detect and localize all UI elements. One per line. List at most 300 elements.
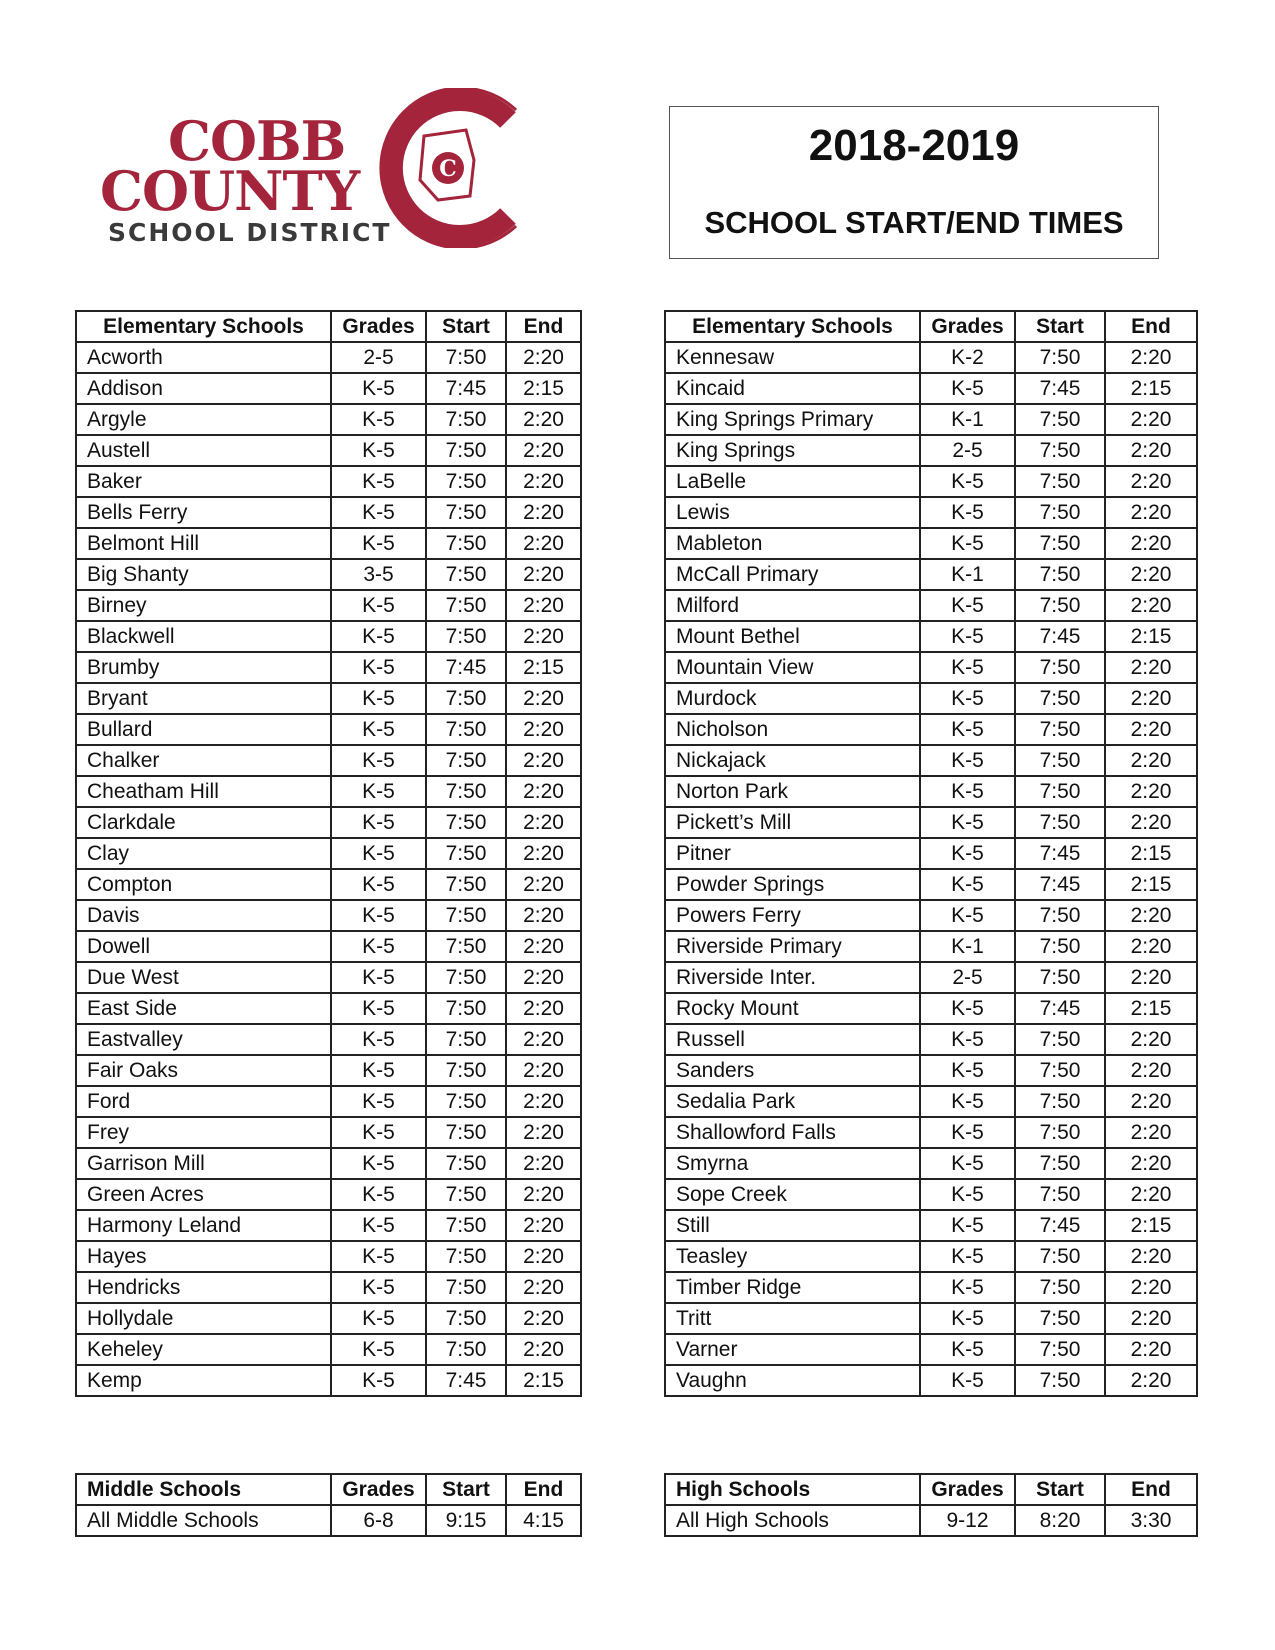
school-name-cell: Varner [665, 1334, 920, 1365]
table-row [76, 869, 581, 900]
table-row [76, 621, 581, 652]
grades-cell: K-5 [331, 497, 426, 528]
start-time-cell: 7:45 [426, 1365, 506, 1396]
table-row [76, 807, 581, 838]
start-time-cell: 7:50 [1015, 962, 1105, 993]
grades-cell: K-5 [331, 1024, 426, 1055]
school-name-cell: Vaughn [665, 1365, 920, 1396]
school-name-cell: Belmont Hill [76, 528, 331, 559]
table-row [76, 1024, 581, 1055]
start-time-cell: 7:50 [1015, 1303, 1105, 1334]
end-time-cell: 2:20 [1105, 1179, 1197, 1210]
school-name-cell: Still [665, 1210, 920, 1241]
grades-cell: K-5 [331, 1303, 426, 1334]
table-row [665, 1148, 1197, 1179]
grades-cell: K-5 [920, 838, 1015, 869]
end-time-cell: 2:20 [1105, 962, 1197, 993]
school-name-cell: Bryant [76, 683, 331, 714]
table-row [76, 1117, 581, 1148]
grades-cell: K-5 [331, 1179, 426, 1210]
school-name-cell: Mableton [665, 528, 920, 559]
table-row [665, 404, 1197, 435]
table-row [665, 621, 1197, 652]
logo-text-cobb: COBB [168, 109, 346, 173]
table-row [76, 590, 581, 621]
header-high-schools: High Schools [665, 1474, 920, 1505]
start-time-cell: 7:50 [426, 342, 506, 373]
start-time-cell: 7:50 [426, 1179, 506, 1210]
end-time-cell: 2:20 [1105, 683, 1197, 714]
start-time-cell: 7:50 [1015, 1334, 1105, 1365]
end-time-cell: 2:20 [506, 342, 581, 373]
school-name-cell: Nicholson [665, 714, 920, 745]
school-name-cell: Kincaid [665, 373, 920, 404]
start-time-cell: 7:50 [1015, 1179, 1105, 1210]
start-time-cell: 7:50 [426, 745, 506, 776]
end-time-cell: 2:20 [506, 621, 581, 652]
grades-cell: K-5 [920, 373, 1015, 404]
school-name-cell: Smyrna [665, 1148, 920, 1179]
start-time-cell: 7:50 [1015, 1241, 1105, 1272]
table-row [76, 1148, 581, 1179]
end-time-cell: 2:20 [506, 1272, 581, 1303]
grades-cell: K-5 [920, 869, 1015, 900]
grades-cell: K-5 [331, 1334, 426, 1365]
table-row [665, 807, 1197, 838]
start-time-cell: 7:45 [1015, 373, 1105, 404]
grades-cell: K-5 [331, 1117, 426, 1148]
start-time-cell: 7:50 [1015, 900, 1105, 931]
end-time-cell: 2:20 [506, 869, 581, 900]
end-time-cell: 2:20 [506, 1179, 581, 1210]
school-name-cell: Harmony Leland [76, 1210, 331, 1241]
grades-cell: K-5 [331, 900, 426, 931]
end-time-cell: 2:15 [1105, 838, 1197, 869]
start-time-cell: 7:45 [1015, 869, 1105, 900]
start-time-cell: 7:50 [426, 621, 506, 652]
table-row [665, 1117, 1197, 1148]
end-time-cell: 2:20 [1105, 1024, 1197, 1055]
table-row [76, 962, 581, 993]
grades-cell: K-5 [920, 621, 1015, 652]
school-name-cell: King Springs Primary [665, 404, 920, 435]
county-c-emblem-icon [358, 88, 533, 248]
grades-cell: K-5 [920, 993, 1015, 1024]
table-row [665, 1086, 1197, 1117]
school-name-cell: Fair Oaks [76, 1055, 331, 1086]
grades-cell: K-5 [920, 1241, 1015, 1272]
elementary-schools-table-right [664, 310, 1198, 1397]
elementary-schools-table-left [75, 310, 582, 1397]
table-row [76, 993, 581, 1024]
table-row [665, 1365, 1197, 1396]
end-time-cell: 2:20 [1105, 745, 1197, 776]
end-time-cell: 2:20 [506, 714, 581, 745]
table-row [76, 373, 581, 404]
header-grades: Grades [331, 311, 426, 342]
grades-cell: K-5 [331, 466, 426, 497]
table-row [665, 683, 1197, 714]
end-time-cell: 2:20 [506, 1117, 581, 1148]
start-time-cell: 7:45 [426, 652, 506, 683]
grades-cell: K-5 [920, 1179, 1015, 1210]
table-row [665, 559, 1197, 590]
school-name-cell: Nickajack [665, 745, 920, 776]
start-time-cell: 7:50 [1015, 1055, 1105, 1086]
table-row [76, 838, 581, 869]
start-time-cell: 7:50 [426, 528, 506, 559]
start-time-cell: 7:45 [1015, 838, 1105, 869]
table-row [665, 435, 1197, 466]
table-row [665, 1303, 1197, 1334]
end-time-cell: 2:15 [506, 652, 581, 683]
school-name-cell: Pitner [665, 838, 920, 869]
school-name-cell: Hendricks [76, 1272, 331, 1303]
school-name-cell: LaBelle [665, 466, 920, 497]
table-row [665, 900, 1197, 931]
end-time-cell: 2:20 [506, 590, 581, 621]
start-time-cell: 7:50 [1015, 652, 1105, 683]
end-time-cell: 2:20 [1105, 1086, 1197, 1117]
table-row [76, 466, 581, 497]
school-name-cell: Mountain View [665, 652, 920, 683]
start-time-cell: 7:50 [426, 590, 506, 621]
start-time-cell: 7:50 [426, 1241, 506, 1272]
grades-cell: K-5 [920, 497, 1015, 528]
grades-cell: K-5 [331, 621, 426, 652]
end-time-cell: 2:15 [506, 373, 581, 404]
school-name-cell: All High Schools [665, 1505, 920, 1536]
end-time-cell: 2:15 [1105, 869, 1197, 900]
end-time-cell: 2:20 [1105, 466, 1197, 497]
header-start: Start [426, 311, 506, 342]
grades-cell: K-5 [331, 962, 426, 993]
grades-cell: K-5 [331, 1272, 426, 1303]
grades-cell: K-5 [331, 838, 426, 869]
start-time-cell: 7:50 [426, 683, 506, 714]
school-name-cell: Baker [76, 466, 331, 497]
school-name-cell: Murdock [665, 683, 920, 714]
grades-cell: K-5 [331, 1055, 426, 1086]
table-row [76, 1303, 581, 1334]
end-time-cell: 2:20 [506, 683, 581, 714]
table-row [665, 1210, 1197, 1241]
end-time-cell: 2:20 [506, 1086, 581, 1117]
header-elementary-schools: Elementary Schools [76, 311, 331, 342]
school-name-cell: Russell [665, 1024, 920, 1055]
grades-cell: K-5 [331, 590, 426, 621]
grades-cell: K-5 [331, 1241, 426, 1272]
school-name-cell: Due West [76, 962, 331, 993]
table-row [76, 1365, 581, 1396]
grades-cell: K-5 [331, 714, 426, 745]
end-time-cell: 2:20 [506, 807, 581, 838]
start-time-cell: 7:50 [426, 559, 506, 590]
start-time-cell: 7:50 [426, 869, 506, 900]
high-schools-table [664, 1473, 1198, 1537]
grades-cell: K-5 [331, 1210, 426, 1241]
school-name-cell: Ford [76, 1086, 331, 1117]
start-time-cell: 7:50 [1015, 1148, 1105, 1179]
grades-cell: K-5 [331, 528, 426, 559]
svg-text:C: C [439, 156, 457, 182]
middle-schools-table [75, 1473, 582, 1537]
end-time-cell: 2:20 [506, 1210, 581, 1241]
school-name-cell: Norton Park [665, 776, 920, 807]
header-grades: Grades [331, 1474, 426, 1505]
school-name-cell: Mount Bethel [665, 621, 920, 652]
elementary-right-body [665, 342, 1197, 1396]
school-name-cell: Rocky Mount [665, 993, 920, 1024]
school-name-cell: Hollydale [76, 1303, 331, 1334]
grades-cell: K-5 [920, 466, 1015, 497]
grades-cell: K-5 [920, 590, 1015, 621]
header-end: End [1105, 311, 1197, 342]
school-name-cell: Compton [76, 869, 331, 900]
table-row [665, 745, 1197, 776]
table-header-row [665, 1474, 1197, 1505]
end-time-cell: 2:20 [506, 559, 581, 590]
table-row [76, 776, 581, 807]
end-time-cell: 2:20 [1105, 1055, 1197, 1086]
school-name-cell: Sedalia Park [665, 1086, 920, 1117]
grades-cell: K-5 [920, 1272, 1015, 1303]
grades-cell: K-5 [331, 993, 426, 1024]
header-end: End [506, 311, 581, 342]
start-time-cell: 7:50 [426, 962, 506, 993]
school-name-cell: Eastvalley [76, 1024, 331, 1055]
school-name-cell: Kemp [76, 1365, 331, 1396]
end-time-cell: 2:20 [1105, 931, 1197, 962]
table-row [665, 869, 1197, 900]
grades-cell: K-5 [920, 714, 1015, 745]
end-time-cell: 2:20 [506, 404, 581, 435]
grades-cell: K-5 [331, 1148, 426, 1179]
table-row [665, 1024, 1197, 1055]
start-time-cell: 7:50 [1015, 404, 1105, 435]
school-name-cell: Birney [76, 590, 331, 621]
start-time-cell: 7:50 [426, 1303, 506, 1334]
grades-cell: K-5 [920, 528, 1015, 559]
end-time-cell: 2:20 [1105, 559, 1197, 590]
logo-text-school-district: SCHOOL DISTRICT [108, 218, 392, 247]
table-row [76, 1055, 581, 1086]
page-subtitle: SCHOOL START/END TIMES [704, 205, 1124, 240]
end-time-cell: 3:30 [1105, 1505, 1197, 1536]
table-row [665, 466, 1197, 497]
end-time-cell: 2:20 [1105, 435, 1197, 466]
end-time-cell: 2:20 [1105, 652, 1197, 683]
school-name-cell: Lewis [665, 497, 920, 528]
end-time-cell: 2:20 [1105, 1241, 1197, 1272]
end-time-cell: 2:20 [1105, 1334, 1197, 1365]
end-time-cell: 2:15 [1105, 373, 1197, 404]
table-header-row [665, 311, 1197, 342]
table-row [76, 1334, 581, 1365]
school-name-cell: King Springs [665, 435, 920, 466]
end-time-cell: 2:20 [506, 931, 581, 962]
grades-cell: K-5 [331, 652, 426, 683]
start-time-cell: 7:45 [1015, 621, 1105, 652]
start-time-cell: 7:45 [1015, 1210, 1105, 1241]
grades-cell: 9-12 [920, 1505, 1015, 1536]
school-name-cell: Clarkdale [76, 807, 331, 838]
school-name-cell: Sanders [665, 1055, 920, 1086]
district-logo [100, 88, 530, 263]
end-time-cell: 2:20 [1105, 342, 1197, 373]
table-row [665, 528, 1197, 559]
table-row [76, 900, 581, 931]
start-time-cell: 9:15 [426, 1505, 506, 1536]
grades-cell: K-5 [920, 1055, 1015, 1086]
logo-text-county: COUNTY [100, 159, 360, 223]
start-time-cell: 7:50 [1015, 528, 1105, 559]
table-row [665, 1272, 1197, 1303]
start-time-cell: 7:50 [1015, 807, 1105, 838]
school-name-cell: Blackwell [76, 621, 331, 652]
grades-cell: K-5 [920, 1148, 1015, 1179]
school-name-cell: Riverside Inter. [665, 962, 920, 993]
table-row [665, 1241, 1197, 1272]
school-name-cell: Big Shanty [76, 559, 331, 590]
end-time-cell: 2:20 [506, 1241, 581, 1272]
start-time-cell: 7:50 [1015, 1365, 1105, 1396]
start-time-cell: 7:50 [1015, 745, 1105, 776]
elementary-left-body [76, 342, 581, 1396]
school-name-cell: Davis [76, 900, 331, 931]
table-row [76, 1505, 581, 1536]
table-row [76, 342, 581, 373]
end-time-cell: 2:20 [1105, 497, 1197, 528]
start-time-cell: 7:50 [426, 807, 506, 838]
header-end: End [1105, 1474, 1197, 1505]
grades-cell: K-5 [920, 900, 1015, 931]
table-row [76, 1086, 581, 1117]
table-row [665, 497, 1197, 528]
school-name-cell: Chalker [76, 745, 331, 776]
school-name-cell: Timber Ridge [665, 1272, 920, 1303]
start-time-cell: 7:50 [426, 993, 506, 1024]
school-name-cell: Cheatham Hill [76, 776, 331, 807]
start-time-cell: 7:50 [426, 838, 506, 869]
grades-cell: K-5 [920, 1210, 1015, 1241]
school-name-cell: Hayes [76, 1241, 331, 1272]
school-name-cell: Bells Ferry [76, 497, 331, 528]
end-time-cell: 2:20 [1105, 1365, 1197, 1396]
school-name-cell: Teasley [665, 1241, 920, 1272]
start-time-cell: 7:50 [1015, 559, 1105, 590]
grades-cell: K-5 [331, 373, 426, 404]
end-time-cell: 2:20 [506, 435, 581, 466]
end-time-cell: 2:20 [506, 993, 581, 1024]
table-row [76, 1272, 581, 1303]
start-time-cell: 7:50 [1015, 776, 1105, 807]
table-row [665, 1179, 1197, 1210]
grades-cell: 2-5 [920, 435, 1015, 466]
school-year-title: 2018-2019 [808, 121, 1020, 170]
start-time-cell: 7:50 [426, 931, 506, 962]
school-name-cell: Powers Ferry [665, 900, 920, 931]
table-row [665, 931, 1197, 962]
school-name-cell: McCall Primary [665, 559, 920, 590]
start-time-cell: 7:50 [1015, 931, 1105, 962]
start-time-cell: 7:50 [1015, 1272, 1105, 1303]
grades-cell: 6-8 [331, 1505, 426, 1536]
start-time-cell: 7:50 [1015, 714, 1105, 745]
school-name-cell: Pickett’s Mill [665, 807, 920, 838]
table-header-row [76, 311, 581, 342]
table-row [665, 993, 1197, 1024]
grades-cell: K-5 [920, 1024, 1015, 1055]
header-start: Start [1015, 311, 1105, 342]
start-time-cell: 7:50 [426, 1024, 506, 1055]
header-grades: Grades [920, 311, 1015, 342]
end-time-cell: 2:20 [1105, 1117, 1197, 1148]
end-time-cell: 2:20 [506, 838, 581, 869]
title-box [669, 106, 1159, 259]
end-time-cell: 4:15 [506, 1505, 581, 1536]
start-time-cell: 7:50 [426, 497, 506, 528]
end-time-cell: 2:20 [506, 962, 581, 993]
end-time-cell: 2:20 [1105, 807, 1197, 838]
school-name-cell: Brumby [76, 652, 331, 683]
grades-cell: 2-5 [920, 962, 1015, 993]
header-start: Start [1015, 1474, 1105, 1505]
end-time-cell: 2:20 [1105, 900, 1197, 931]
grades-cell: K-2 [920, 342, 1015, 373]
end-time-cell: 2:20 [506, 776, 581, 807]
end-time-cell: 2:20 [506, 745, 581, 776]
table-row [76, 714, 581, 745]
table-row [76, 435, 581, 466]
school-name-cell: Tritt [665, 1303, 920, 1334]
end-time-cell: 2:20 [506, 528, 581, 559]
table-row [665, 373, 1197, 404]
grades-cell: K-5 [331, 1086, 426, 1117]
end-time-cell: 2:20 [1105, 590, 1197, 621]
start-time-cell: 7:50 [426, 1086, 506, 1117]
end-time-cell: 2:20 [1105, 1148, 1197, 1179]
end-time-cell: 2:20 [1105, 404, 1197, 435]
table-row [76, 683, 581, 714]
start-time-cell: 7:50 [426, 1148, 506, 1179]
table-row [76, 1241, 581, 1272]
grades-cell: K-5 [331, 435, 426, 466]
end-time-cell: 2:20 [506, 1148, 581, 1179]
table-row [665, 714, 1197, 745]
table-row [76, 1210, 581, 1241]
start-time-cell: 7:50 [426, 1117, 506, 1148]
start-time-cell: 7:50 [1015, 1117, 1105, 1148]
grades-cell: K-5 [331, 869, 426, 900]
table-row [665, 1055, 1197, 1086]
grades-cell: K-5 [920, 776, 1015, 807]
end-time-cell: 2:15 [1105, 1210, 1197, 1241]
start-time-cell: 7:50 [1015, 497, 1105, 528]
school-name-cell: Argyle [76, 404, 331, 435]
start-time-cell: 7:50 [1015, 590, 1105, 621]
school-name-cell: Keheley [76, 1334, 331, 1365]
start-time-cell: 7:45 [426, 373, 506, 404]
start-time-cell: 7:50 [426, 776, 506, 807]
table-row [665, 1334, 1197, 1365]
grades-cell: K-1 [920, 404, 1015, 435]
grades-cell: K-5 [331, 404, 426, 435]
grades-cell: K-1 [920, 559, 1015, 590]
start-time-cell: 7:50 [426, 1210, 506, 1241]
end-time-cell: 2:20 [1105, 1272, 1197, 1303]
start-time-cell: 7:50 [1015, 683, 1105, 714]
